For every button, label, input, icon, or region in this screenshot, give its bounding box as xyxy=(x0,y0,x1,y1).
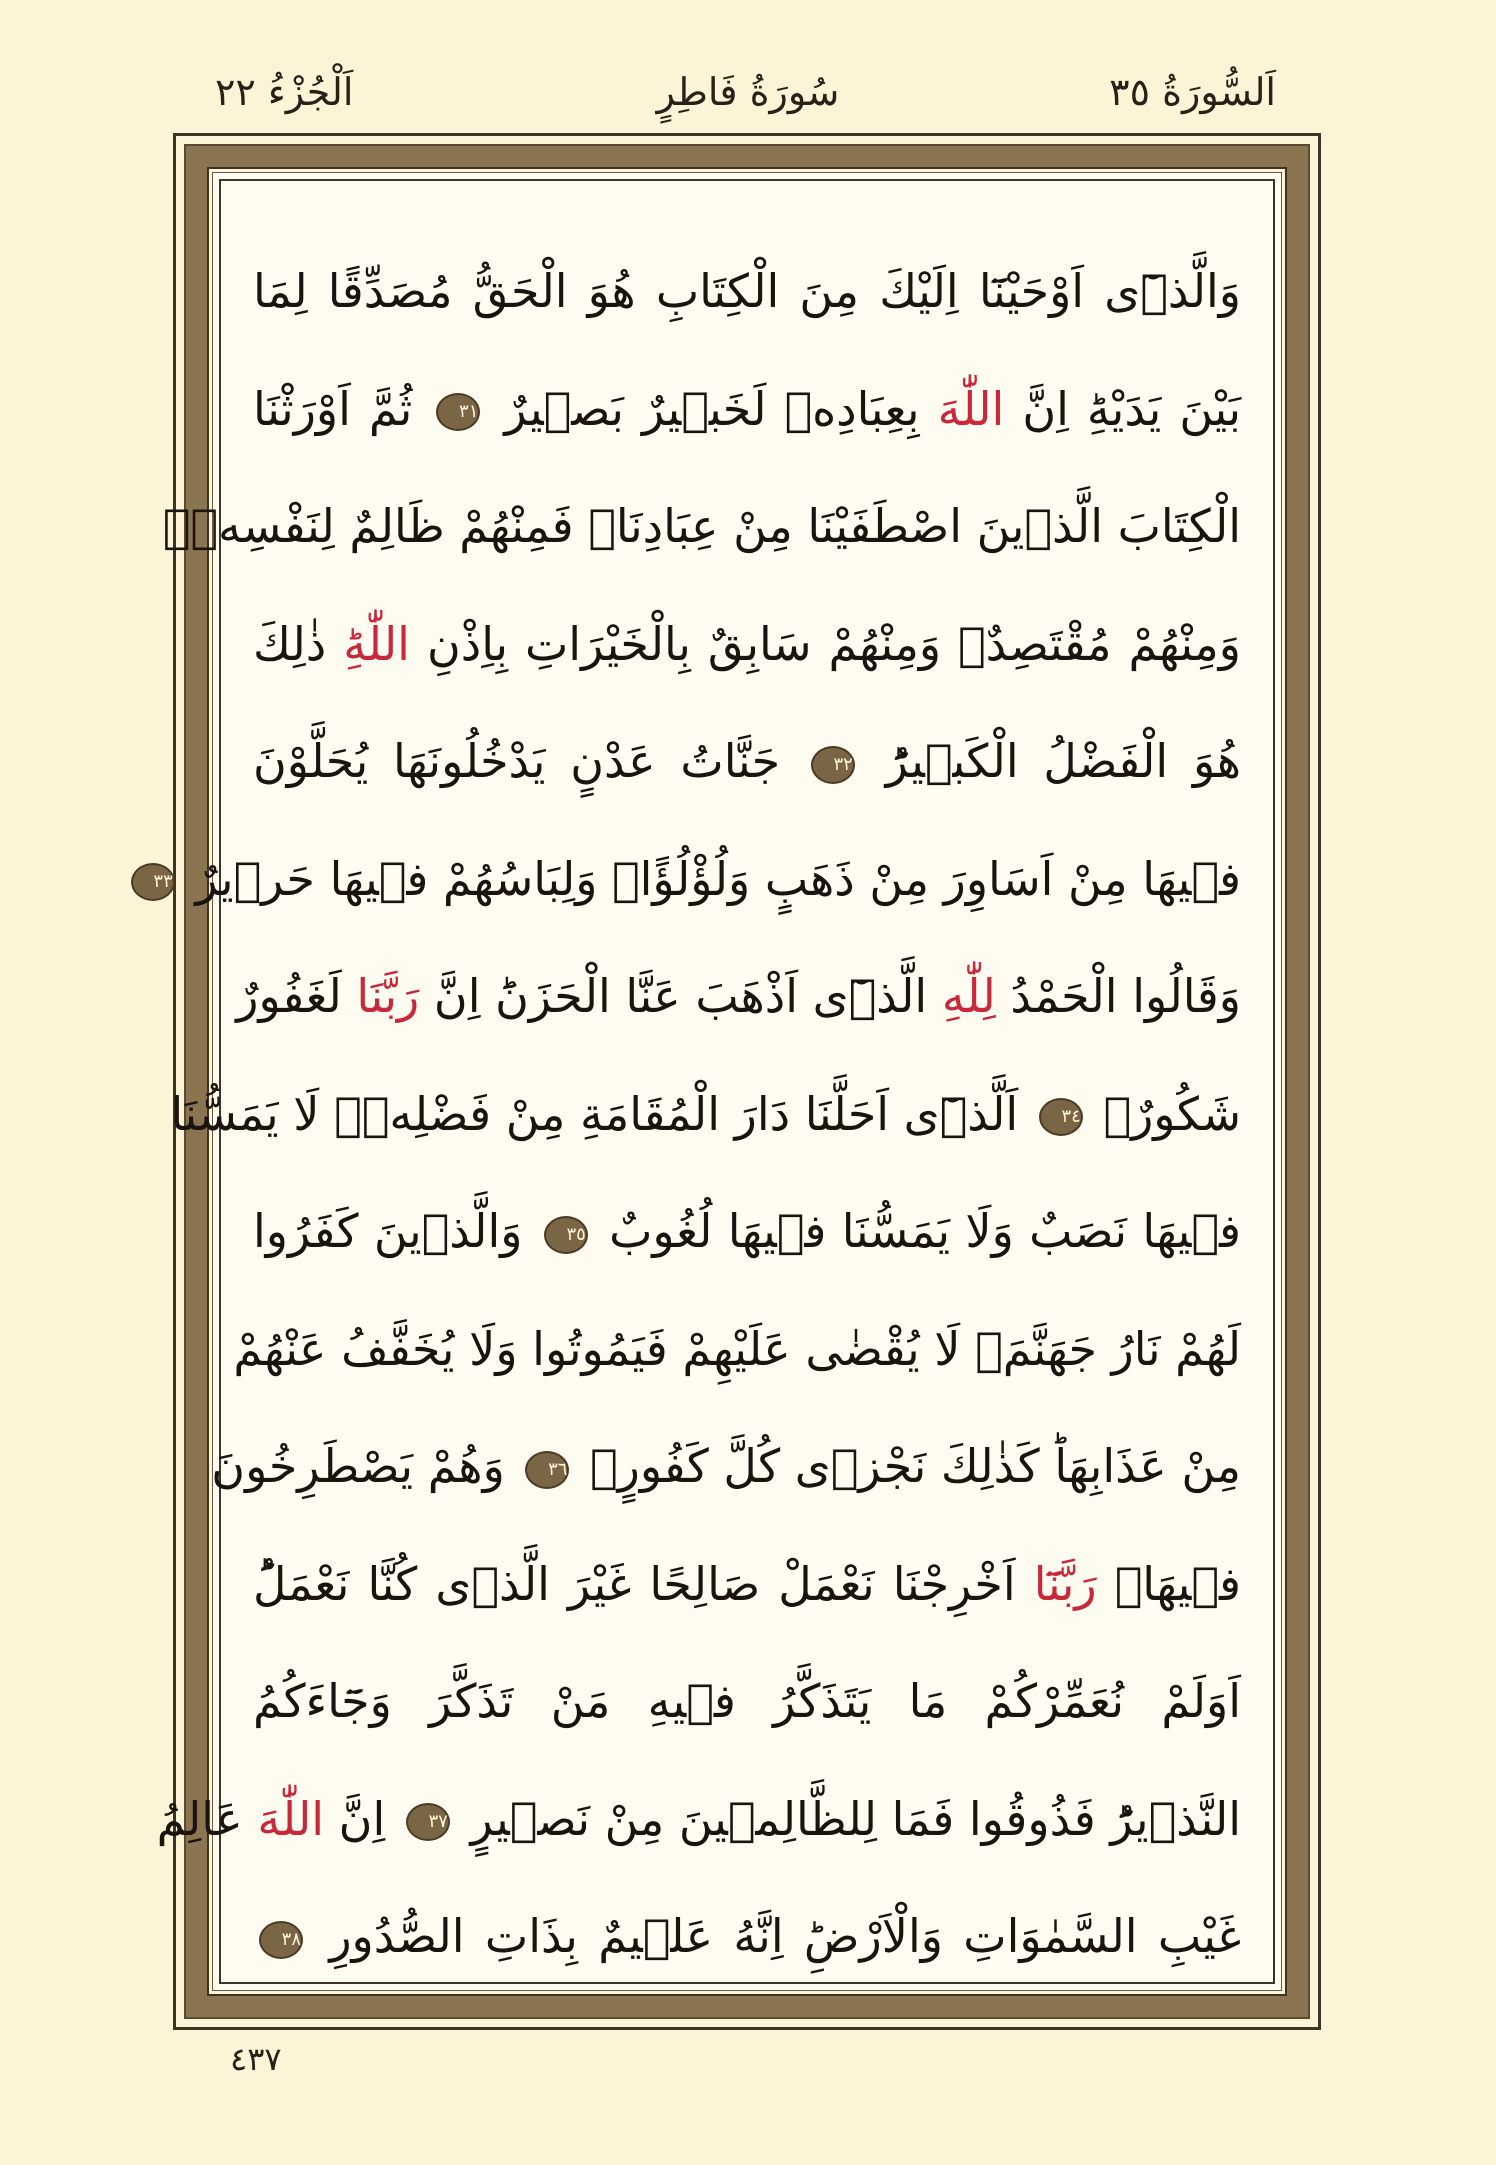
verse-line xyxy=(236,938,1241,1056)
verse-text: مِنْ عَذَابِهَاؕ كَذٰلِكَ نَجْزٖى كُلَّ كَفُورٍۚ xyxy=(590,1439,1241,1493)
ayah-marker: ٣٤ xyxy=(1039,1098,1083,1136)
juz-label: اَلْجُزْءُ ٢٢ xyxy=(215,70,354,114)
verse-text: ذٰلِكَ xyxy=(253,616,327,671)
page-number: ٤٣٧ xyxy=(230,2040,282,2078)
verse-text: هُوَ الْفَضْلُ الْكَبٖيرُؕ xyxy=(885,734,1242,788)
text-area xyxy=(153,172,1282,1991)
verse-text: عَالِمُ xyxy=(156,1791,243,1846)
verse-text: غَيْبِ السَّمٰوَاتِ وَالْاَرْضِؕ اِنَّهُ عَلٖيمٌ بِذَاتِ الصُّدُورِ xyxy=(329,1909,1242,1963)
divine-name: اللّٰهَ xyxy=(257,1791,325,1846)
verse-text: جَنَّاتُ عَدْنٍ يَدْخُلُونَهَا يُحَلَّوْنَ xyxy=(253,734,781,788)
verse-text: ثُمَّ اَوْرَثْنَا xyxy=(253,381,413,436)
verse-text: اَلَّذٖٓى اَحَلَّنَا دَارَ الْمُقَامَةِ مِنْ فَضْلِهٖۚ لَا يَمَسُّنَا xyxy=(170,1086,1019,1141)
verse-text: لَغَفُورٌ xyxy=(236,969,342,1023)
verse-line xyxy=(253,1643,1241,1761)
divine-name: اللّٰهَ xyxy=(937,381,1005,436)
verse-text: اِنَّ xyxy=(338,1791,386,1846)
page-header xyxy=(0,62,1496,122)
verse-text: بَيْنَ يَدَيْهِؕ اِنَّ xyxy=(1022,381,1242,436)
verse-text: فٖيهَا نَصَبٌ وَلَا يَمَسُّنَا فٖيهَا لُغُوبٌ xyxy=(609,1204,1242,1258)
verse-text: اَخْرِجْنَا نَعْمَلْ صَالِحًا غَيْرَ الَّذٖى كُنَّا نَعْمَلُؕ xyxy=(253,1556,1016,1611)
divine-name: اللّٰهِؕ xyxy=(343,616,410,671)
ayah-marker: ٣٨ xyxy=(259,1921,303,1959)
verse-text: بِعِبَادِهٖ لَخَبٖيرٌ بَصٖيرٌ xyxy=(504,381,920,436)
divine-name: رَبَّنَا xyxy=(356,969,420,1023)
ayah-marker: ٣٢ xyxy=(811,746,855,784)
ayah-marker: ٣١ xyxy=(436,393,480,431)
verse-text: فٖيهَاۚ xyxy=(1114,1556,1242,1611)
divine-name: رَبَّنَٓا xyxy=(1033,1556,1097,1611)
verse-lines xyxy=(153,233,1242,1996)
verse-line xyxy=(153,821,1241,939)
verse-line xyxy=(253,1173,1241,1291)
verse-text: فٖيهَا مِنْ اَسَاوِرَ مِنْ ذَهَبٍ وَلُؤْلُؤًاۚ وَلِبَاسُهُمْ فٖيهَا حَرٖيرٌ xyxy=(195,851,1241,906)
verse-text: الَّذٖٓى اَذْهَبَ عَنَّا الْحَزَنَؕ اِنَّ xyxy=(433,969,928,1023)
verse-text: وَقَالُوا الْحَمْدُ xyxy=(1010,969,1241,1023)
verse-text: وَالَّذٖٓى اَوْحَيْنَٓا اِلَيْكَ مِنَ الْكِتَابِ هُوَ الْحَقُّ مُصَدِّقًا لِمَا xyxy=(253,264,1241,318)
verse-line xyxy=(253,1526,1241,1644)
verse-text: شَكُورٌۙ xyxy=(1103,1086,1241,1141)
ayah-marker: ٣٥ xyxy=(544,1216,588,1254)
verse-line xyxy=(253,703,1241,821)
ayah-marker: ٣٣ xyxy=(131,863,175,901)
ayah-marker: ٣٦ xyxy=(525,1451,569,1489)
verse-text: اَوَلَمْ نُعَمِّرْكُمْ مَا يَتَذَكَّرُ فٖيهِ مَنْ تَذَكَّرَ وَجَٓاءَكُمُ xyxy=(253,1674,1241,1728)
ayah-marker: ٣٧ xyxy=(406,1803,450,1841)
ornamental-frame xyxy=(153,133,1321,2030)
verse-line xyxy=(162,468,1241,586)
verse-text: النَّذٖيرُؕ فَذُوقُوا فَمَا لِلظَّالِمٖينَ مِنْ نَصٖيرٍ xyxy=(470,1791,1241,1846)
verse-text: وَهُمْ يَصْطَرِخُونَ xyxy=(211,1439,505,1493)
verse-line xyxy=(156,1761,1241,1879)
verse-line xyxy=(253,1878,1241,1996)
surah-number: اَلسُّورَةُ ٣٥ xyxy=(1109,70,1276,114)
surah-name: سُورَةُ فَاطِرٍ xyxy=(656,70,840,114)
verse-text: وَالَّذٖينَ كَفَرُوا xyxy=(253,1204,523,1258)
verse-line xyxy=(211,1408,1241,1526)
verse-text: وَمِنْهُمْ مُقْتَصِدٌۚ وَمِنْهُمْ سَابِقٌ بِالْخَيْرَاتِ بِاِذْنِ xyxy=(426,616,1242,671)
verse-line xyxy=(253,233,1241,351)
verse-line xyxy=(253,351,1241,469)
verse-text: لَهُمْ نَارُ جَهَنَّمَۚ لَا يُقْضٰى عَلَيْهِمْ فَيَمُوتُوا وَلَا يُخَفَّفُ عَنْهُمْ xyxy=(233,1321,1241,1376)
verse-line xyxy=(233,1291,1241,1409)
verse-text: الْكِتَابَ الَّذٖينَ اصْطَفَيْنَا مِنْ عِبَادِنَاۚ فَمِنْهُمْ ظَالِمٌ لِنَفْسِهٖۚ xyxy=(162,499,1241,553)
verse-line xyxy=(170,1056,1241,1174)
divine-name: لِلّٰهِ xyxy=(941,969,996,1023)
verse-line xyxy=(253,586,1241,704)
